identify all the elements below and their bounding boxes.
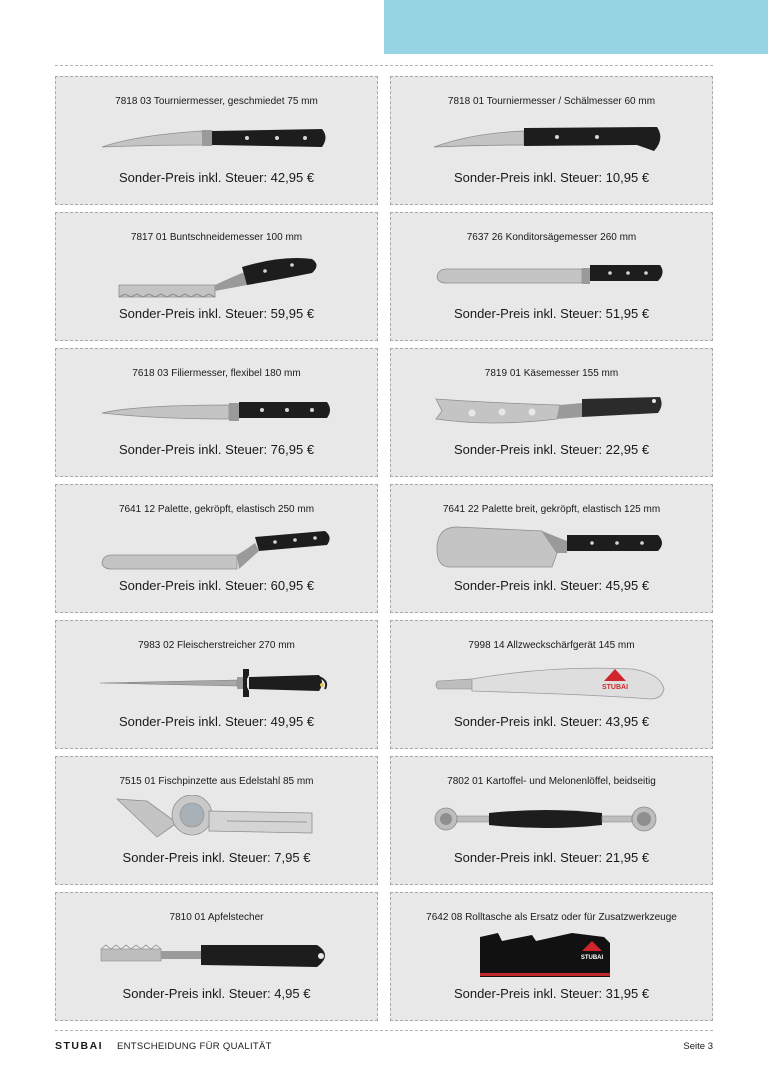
product-card — [55, 756, 378, 885]
product-price: Sonder-Preis inkl. Steuer: 10,95 € — [453, 170, 650, 185]
product-price: Sonder-Preis inkl. Steuer: 4,95 € — [122, 986, 311, 1001]
melonenloeffel-image — [432, 795, 672, 845]
product-card — [55, 212, 378, 341]
product-price: Sonder-Preis inkl. Steuer: 7,95 € — [122, 850, 311, 865]
product-price: Sonder-Preis inkl. Steuer: 21,95 € — [453, 850, 650, 865]
product-price: Sonder-Preis inkl. Steuer: 22,95 € — [453, 442, 650, 457]
product-title: 7802 01 Kartoffel- und Melonenlöffel, beidseitig — [447, 776, 656, 787]
product-title: 7618 03 Filiermesser, flexibel 180 mm — [132, 368, 301, 379]
page-number: Seite 3 — [683, 1041, 713, 1052]
product-card — [390, 892, 713, 1021]
product-card — [55, 484, 378, 613]
header-accent-band — [384, 0, 768, 54]
schaerfgeraet-image — [432, 659, 672, 709]
product-title: 7818 01 Tourniermesser / Schälmesser 60 mm — [447, 96, 656, 107]
product-card — [390, 620, 713, 749]
product-title: 7641 22 Palette breit, gekröpft, elastisch 125 mm — [442, 504, 661, 515]
svg-text:STUBAI: STUBAI — [601, 684, 629, 691]
product-card — [55, 892, 378, 1021]
product-title: 7817 01 Buntschneidemesser 100 mm — [130, 232, 303, 243]
svg-text:STUBAI: STUBAI — [580, 955, 604, 961]
product-price: Sonder-Preis inkl. Steuer: 51,95 € — [453, 306, 650, 321]
product-card — [55, 620, 378, 749]
product-card — [55, 76, 378, 205]
product-title: 7998 14 Allzweckschärfgerät 145 mm — [468, 640, 635, 651]
product-card — [390, 212, 713, 341]
product-price: Sonder-Preis inkl. Steuer: 45,95 € — [453, 578, 650, 593]
apfelstecher-image — [97, 931, 337, 981]
product-title: 7819 01 Käsemesser 155 mm — [484, 368, 619, 379]
brand-tagline: ENTSCHEIDUNG FÜR QUALITÄT — [117, 1041, 272, 1052]
palette-breit-image — [432, 523, 672, 573]
kaesemesser-image — [432, 387, 672, 437]
rolltasche-image — [432, 931, 672, 981]
tourniermesser-image — [97, 115, 337, 165]
product-price: Sonder-Preis inkl. Steuer: 49,95 € — [118, 714, 315, 729]
product-card — [390, 756, 713, 885]
product-title: 7637 26 Konditorsägemesser 260 mm — [466, 232, 637, 243]
product-title: 7818 03 Tourniermesser, geschmiedet 75 mm — [115, 96, 318, 107]
product-price: Sonder-Preis inkl. Steuer: 42,95 € — [118, 170, 315, 185]
product-title: 7642 08 Rolltasche als Ersatz oder für Zusatzwerkzeuge — [426, 912, 677, 923]
fischpinzette-image — [97, 795, 337, 845]
schaelmesser-image — [432, 115, 672, 165]
product-card — [390, 484, 713, 613]
product-title: 7983 02 Fleischerstreicher 270 mm — [138, 640, 295, 651]
product-price: Sonder-Preis inkl. Steuer: 60,95 € — [118, 578, 315, 593]
top-divider — [55, 65, 713, 66]
product-grid — [55, 76, 713, 1020]
product-title: 7515 01 Fischpinzette aus Edelstahl 85 mm — [119, 776, 314, 787]
footer — [55, 1040, 713, 1056]
product-price: Sonder-Preis inkl. Steuer: 59,95 € — [118, 306, 315, 321]
product-title: 7810 01 Apfelstecher — [169, 912, 264, 923]
buntschneidemesser-image — [97, 251, 337, 301]
konditorsaegemesser-image — [432, 251, 672, 301]
brand-logo: STUBAI — [55, 1040, 104, 1052]
product-price: Sonder-Preis inkl. Steuer: 76,95 € — [118, 442, 315, 457]
palette-image — [97, 523, 337, 573]
product-price: Sonder-Preis inkl. Steuer: 43,95 € — [453, 714, 650, 729]
product-card — [55, 348, 378, 477]
bottom-divider — [55, 1030, 713, 1031]
filiermesser-image — [97, 387, 337, 437]
fleischerstreicher-image — [97, 659, 337, 709]
product-card — [390, 348, 713, 477]
product-title: 7641 12 Palette, gekröpft, elastisch 250 mm — [118, 504, 315, 515]
product-price: Sonder-Preis inkl. Steuer: 31,95 € — [453, 986, 650, 1001]
product-card — [390, 76, 713, 205]
